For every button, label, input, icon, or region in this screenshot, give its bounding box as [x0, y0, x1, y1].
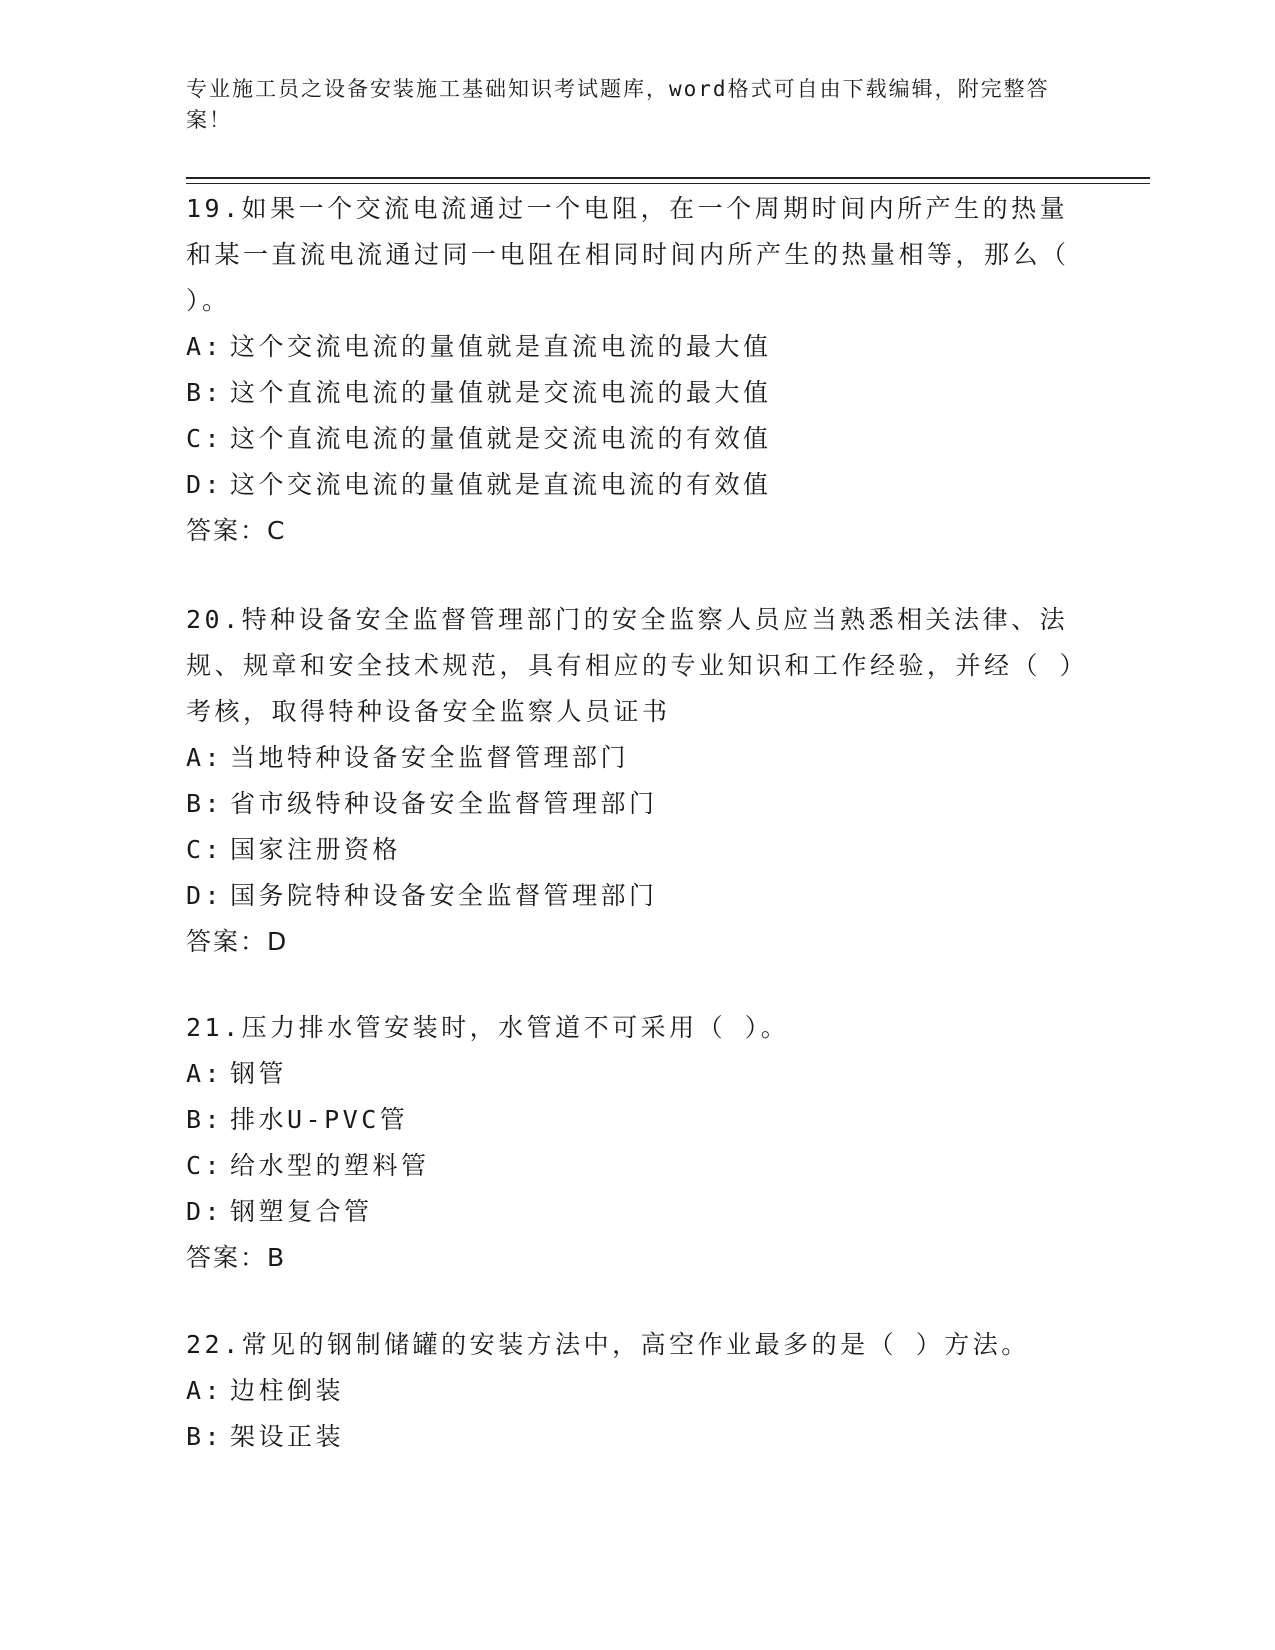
option-key: A:	[186, 1376, 224, 1405]
option-a	[186, 1051, 1086, 1097]
header-divider-thin	[186, 183, 1150, 184]
option-b	[186, 1097, 1086, 1143]
option-key: D:	[186, 470, 224, 499]
question-19	[186, 186, 1086, 554]
option-key: C:	[186, 835, 224, 864]
option-text: 省市级特种设备安全监督管理部门	[230, 789, 658, 818]
option-key: A:	[186, 743, 224, 772]
option-key: C:	[186, 424, 224, 453]
option-b	[186, 781, 1086, 827]
option-key: B:	[186, 789, 224, 818]
option-b	[186, 1414, 1086, 1460]
option-text: 这个直流电流的量值就是交流电流的有效值	[230, 424, 772, 453]
option-key: C:	[186, 1151, 224, 1180]
option-key: D:	[186, 881, 224, 910]
option-key: A:	[186, 1059, 224, 1088]
option-a	[186, 324, 1086, 370]
option-a	[186, 1368, 1086, 1414]
answer: 答案：B	[186, 1243, 287, 1272]
option-text: 钢塑复合管	[230, 1197, 373, 1226]
option-text: 国家注册资格	[230, 835, 402, 864]
question-stem: 20.特种设备安全监督管理部门的安全监察人员应当熟悉相关法律、法规、规章和安全技术规范，具有相应的专业知识和工作经验，并经（ ）考核，取得特种设备安全监察人员证书	[186, 605, 1076, 726]
option-d	[186, 1189, 1086, 1235]
question-21	[186, 1005, 1086, 1281]
option-key: B:	[186, 378, 224, 407]
option-a	[186, 735, 1086, 781]
question-stem: 19.如果一个交流电流通过一个电阻，在一个周期时间内所产生的热量和某一直流电流通过同一电阻在相同时间内所产生的热量相等，那么（ ）。	[186, 194, 1070, 315]
question-22	[186, 1322, 1086, 1460]
document-header: 专业施工员之设备安装施工基础知识考试题库，word格式可自由下载编辑，附完整答案！	[186, 77, 1050, 132]
header-divider-thick	[186, 177, 1150, 179]
option-c	[186, 1143, 1086, 1189]
option-text: 排水U-PVC管	[230, 1105, 409, 1134]
option-d	[186, 873, 1086, 919]
option-text: 边柱倒装	[230, 1376, 345, 1405]
option-text: 国务院特种设备安全监督管理部门	[230, 881, 658, 910]
option-key: B:	[186, 1422, 224, 1451]
question-stem: 22.常见的钢制储罐的安装方法中，高空作业最多的是（ ）方法。	[186, 1330, 1030, 1359]
option-text: 给水型的塑料管	[230, 1151, 430, 1180]
option-text: 这个直流电流的量值就是交流电流的最大值	[230, 378, 772, 407]
option-text: 架设正装	[230, 1422, 345, 1451]
option-text: 这个交流电流的量值就是直流电流的最大值	[230, 332, 772, 361]
option-c	[186, 827, 1086, 873]
option-key: B:	[186, 1105, 224, 1134]
answer: 答案：D	[186, 927, 289, 956]
option-text: 当地特种设备安全监督管理部门	[230, 743, 630, 772]
option-b	[186, 370, 1086, 416]
question-stem: 21.压力排水管安装时，水管道不可采用（ ）。	[186, 1013, 790, 1042]
option-text: 钢管	[230, 1059, 288, 1088]
option-c	[186, 416, 1086, 462]
answer: 答案：C	[186, 516, 287, 545]
question-20	[186, 597, 1086, 965]
option-text: 这个交流电流的量值就是直流电流的有效值	[230, 470, 772, 499]
option-key: D:	[186, 1197, 224, 1226]
option-key: A:	[186, 332, 224, 361]
option-d	[186, 462, 1086, 508]
